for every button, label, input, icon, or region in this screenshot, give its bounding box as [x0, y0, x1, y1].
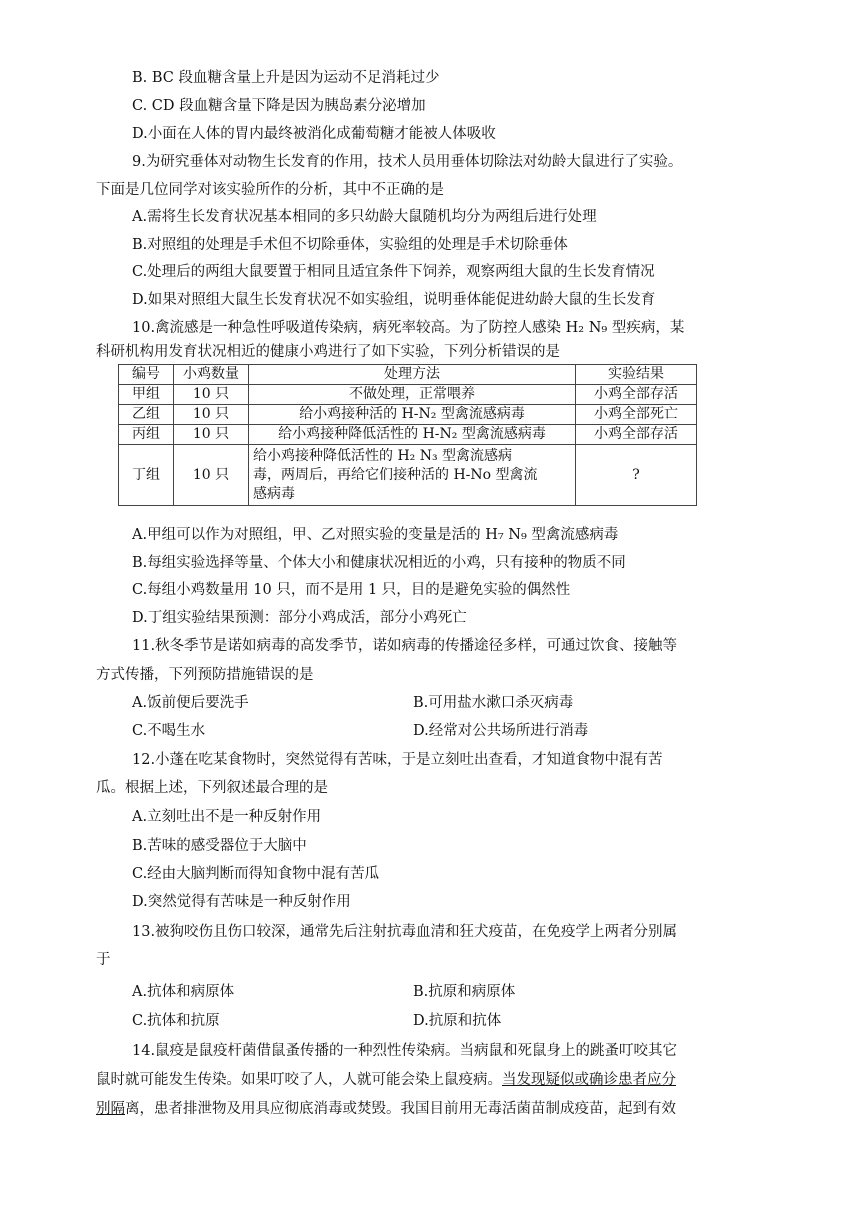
table-header-row — [119, 365, 697, 385]
option-text: D.小面在人体的胃内最终被消化成葡萄糖才能被人体吸收 — [132, 126, 496, 142]
question-14-stem-cont — [96, 1070, 676, 1090]
question-9-stem: 9.为研究垂体对动物生长发育的作用，技术人员用垂体切除法对幼龄大鼠进行了实验。 — [132, 154, 683, 170]
option-text: D.抗原和抗体 — [413, 1013, 502, 1029]
table-row — [119, 425, 697, 445]
table-cell: 小鸡全部存活 — [576, 385, 697, 405]
option-text: C.经由大脑判断而得知食物中混有苦瓜 — [132, 866, 380, 882]
option-text: B.苦味的感受器位于大脑中 — [132, 838, 307, 854]
question-9-stem-cont: 下面是几位同学对该实验所作的分析，其中不正确的是 — [96, 182, 444, 198]
table-cell-multiline — [249, 445, 576, 506]
underlined-text: 别隔 — [96, 1101, 125, 1117]
option-text: D.突然觉得有苦味是一种反射作用 — [132, 894, 351, 910]
option-text: B.对照组的处理是手术但不切除垂体，实验组的处理是手术切除垂体 — [132, 237, 568, 253]
question-13-stem: 13.被狗咬伤且伤口较深，通常先后注射抗毒血清和狂犬疫苗，在免疫学上两者分别属 — [132, 924, 678, 940]
table-row — [119, 445, 697, 506]
underlined-text: 当发现疑似或确诊患者应分 — [502, 1072, 676, 1088]
option-text: A.甲组可以作为对照组，甲、乙对照实验的变量是活的 H₇ N₉ 型禽流感病毒 — [132, 527, 619, 543]
table-cell: 不做处理，正常喂养 — [249, 385, 576, 405]
paragraph-text: 离，患者排泄物及用具应彻底消毒或焚毁。我国目前用无毒活菌苗制成疫苗，起到有效 — [125, 1101, 676, 1117]
option-text: C.不喝生水 — [132, 723, 206, 739]
table-cell: 10 只 — [174, 445, 249, 506]
option-text: A.立刻吐出不是一种反射作用 — [132, 809, 322, 825]
question-14-stem: 14.鼠疫是鼠疫杆菌借鼠蚤传播的一种烈性传染病。当病鼠和死鼠身上的跳蚤叮咬其它 — [132, 1043, 678, 1059]
table-cell: 10 只 — [174, 405, 249, 425]
table-cell-line: 感病毒 — [253, 485, 295, 502]
table-header: 处理方法 — [249, 365, 576, 385]
table-cell: 小鸡全部存活 — [576, 425, 697, 445]
question-11-stem-cont: 方式传播，下列预防措施错误的是 — [96, 667, 314, 683]
option-text: A.抗体和病原体 — [132, 984, 235, 1000]
table-cell: 给小鸡接种活的 H-N₂ 型禽流感病毒 — [249, 405, 576, 425]
option-text: D.经常对公共场所进行消毒 — [413, 723, 589, 739]
experiment-table — [118, 364, 697, 506]
option-text: B.可用盐水漱口杀灭病毒 — [413, 695, 574, 711]
table-cell: 乙组 — [119, 405, 174, 425]
option-text: C.每组小鸡数量用 10 只，而不是用 1 只，目的是避免实验的偶然性 — [132, 582, 571, 598]
table-cell: 丁组 — [119, 445, 174, 506]
option-text: B.每组实验选择等量、个体大小和健康状况相近的小鸡，只有接种的物质不同 — [132, 555, 626, 571]
option-text: B.抗原和病原体 — [413, 984, 516, 1000]
paragraph-text: 鼠时就可能发生传染。如果叮咬了人，人就可能会染上鼠疫病。 — [96, 1072, 502, 1088]
table-cell: 小鸡全部死亡 — [576, 405, 697, 425]
table-row — [119, 405, 697, 425]
table-cell: 丙组 — [119, 425, 174, 445]
table-cell: 10 只 — [174, 425, 249, 445]
table-cell: 给小鸡接种降低活性的 H-N₂ 型禽流感病毒 — [249, 425, 576, 445]
option-text: C.处理后的两组大鼠要置于相同且适宜条件下饲养，观察两组大鼠的生长发育情况 — [132, 264, 655, 280]
question-13-stem-cont: 于 — [96, 952, 111, 968]
option-text: C.抗体和抗原 — [132, 1013, 220, 1029]
table-cell: 甲组 — [119, 385, 174, 405]
table-cell: ? — [576, 445, 697, 506]
question-12-stem: 12.小蓬在吃某食物时，突然觉得有苦味，于是立刻吐出查看，才知道食物中混有苦 — [132, 752, 663, 768]
option-text: C. CD 段血糖含量下降是因为胰岛素分泌增加 — [132, 98, 426, 114]
option-text: B. BC 段血糖含量上升是因为运动不足消耗过少 — [132, 70, 440, 86]
option-text: A.饭前便后要洗手 — [132, 695, 249, 711]
question-11-stem: 11.秋冬季节是诺如病毒的高发季节，诺如病毒的传播途径多样，可通过饮食、接触等 — [132, 638, 678, 654]
question-14-stem-cont — [96, 1099, 676, 1119]
table-header: 小鸡数量 — [174, 365, 249, 385]
question-12-stem-cont: 瓜。根据上述，下列叙述最合理的是 — [96, 780, 328, 796]
question-10-stem-cont: 科研机构用发育状况相近的健康小鸡进行了如下实验，下列分析错误的是 — [96, 344, 560, 360]
table-cell-line: 毒，两周后，再给它们接种活的 H-No 型禽流 — [253, 466, 538, 483]
option-text: D.丁组实验结果预测：部分小鸡成活，部分小鸡死亡 — [132, 610, 467, 626]
option-text: A.需将生长发育状况基本相同的多只幼龄大鼠随机均分为两组后进行处理 — [132, 209, 597, 225]
table-cell: 10 只 — [174, 385, 249, 405]
table-cell-line: 给小鸡接种降低活性的 H₂ N₃ 型禽流感病 — [253, 447, 513, 464]
table-header: 实验结果 — [576, 365, 697, 385]
option-text: D.如果对照组大鼠生长发育状况不如实验组，说明垂体能促进幼龄大鼠的生长发育 — [132, 292, 656, 308]
question-10-stem: 10.禽流感是一种急性呼吸道传染病，病死率较高。为了防控人感染 H₂ N₉ 型疾病，某 — [132, 320, 685, 336]
table-row — [119, 385, 697, 405]
table-header: 编号 — [119, 365, 174, 385]
